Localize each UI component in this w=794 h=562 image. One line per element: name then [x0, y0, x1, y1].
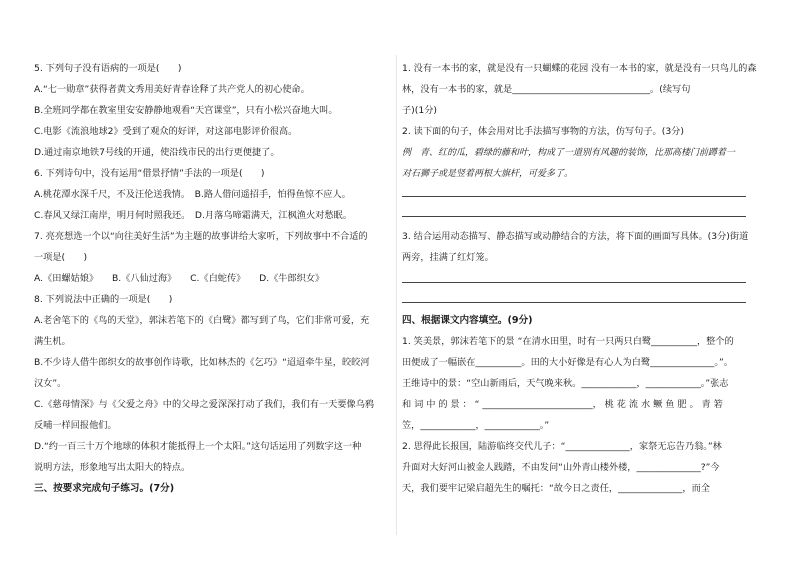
section-4-heading: 四、根据课文内容填空。(9分)	[402, 315, 533, 326]
question-7-stem: 7. 亮亮想选一个以“向往美好生活”为主题的故事讲给大家听，下列故事中不合适的	[34, 231, 368, 242]
fill-1-line-1: 1. 笑美景，郭沫若笔下的景 “在清水田里，时有一只两只白鹭__________，整个的	[402, 336, 734, 347]
question-8-option-b-cont: 汉女”。	[34, 378, 67, 389]
question-8-option-c: C.《慈母情深》与《父爱之舟》中的父母之爱深深打动了我们，我们有一天要像乌鸦	[34, 399, 375, 410]
question-5-stem: 5. 下列句子没有语病的一项是( )	[34, 63, 182, 74]
question-6-options-ab: A.桃花潭水深千尺，不及汪伦送我情。 B.路人借问遥招手，怕得鱼惊不应人。	[34, 189, 351, 200]
fill-1-line-2: 田便成了一幅嵌在__________。田的大小好像是有心人为白鹭______________。”。	[402, 357, 733, 368]
question-8-option-b: B.不少诗人借牛郎织女的故事创作诗歌，比如林杰的《乞巧》“迢迢牵牛星，皎皎河	[34, 357, 370, 368]
exercise-3-stem: 3. 结合运用动态描写、静态描写或动静结合的方法，将下面的画面写具体。(3分)街道	[402, 231, 749, 242]
question-8-option-c-cont: 反哺一样回报他们。	[34, 420, 117, 431]
fill-1-line-5: 笠，____________，____________。”	[402, 420, 550, 431]
exercise-1-line-1: 1. 没有一本书的家，就是没有一只蝴蝶的花园 没有一本书的家，就是没有一只鸟儿的森	[402, 63, 757, 74]
column-divider	[396, 55, 397, 535]
question-8-option-d-cont: 说明方法，形象地写出太阳大的特点。	[34, 462, 191, 473]
fill-1-line-4: 和 词 中 的 景 ： “ ________________________， 桃 花 流 水 鳜 鱼 肥 。 青 箬	[402, 399, 723, 410]
question-8-option-a-cont: 满生机。	[34, 336, 71, 347]
question-6-options-cd: C.春风又绿江南岸，明月何时照我还。 D.月落乌啼霜满天，江枫渔火对愁眠。	[34, 210, 352, 221]
exercise-2-example-cont: 对石狮子或是竖着两根大旗杆，可爱多了。	[402, 169, 574, 179]
question-5-option-a: A.“七一勋章”获得者黄文秀用美好青春诠释了共产党人的初心使命。	[34, 84, 310, 95]
question-7-options: A.《田螺姑娘》 B.《八仙过海》 C.《白蛇传》 D.《牛郎织女》	[34, 273, 325, 284]
fill-1-line-3: 王维诗中的景：“空山新雨后，天气晚来秋。____________，____________。”张志	[402, 378, 729, 389]
exercise-1-line-3: 子)(1分)	[402, 105, 437, 116]
exercise-2-example: 例 青、红的瓜，碧绿的藤和叶，构成了一道别有风趣的装饰，比那高楼门前蹲着一	[402, 148, 736, 158]
question-8-option-a: A.老舍笔下的《鸟的天堂》，郭沫若笔下的《白鹭》都写到了鸟，它们非常可爱，充	[34, 315, 370, 326]
question-5-option-c: C.电影《流浪地球2》受到了观众的好评，对这部电影评价很高。	[34, 126, 298, 137]
question-5-option-b: B.全班同学都在教室里安安静静地观看“天宫课堂”，只有小松兴奋地大叫。	[34, 105, 338, 116]
section-3-heading: 三、按要求完成句子练习。(7分)	[34, 483, 175, 494]
exercise-3-stem-cont: 两旁，挂满了红灯笼。	[402, 252, 494, 263]
question-6-stem: 6. 下列诗句中，没有运用“借景抒情”手法的一项是( )	[34, 168, 265, 179]
question-5-option-d: D.通过南京地铁7号线的开通，使沿线市民的出行更便捷了。	[34, 147, 280, 158]
fill-2-line-1: 2. 思得此长报国，陆游临终交代儿子：“______________，家祭无忘告乃翁。”林	[402, 441, 722, 452]
exercise-1-line-2: 林，没有一本书的家，就是______________________________。(续写句	[402, 84, 691, 95]
question-8-stem: 8. 下列说法中正确的一项是( )	[34, 294, 173, 305]
answer-line[interactable]	[402, 282, 746, 283]
question-7-stem-cont: 一项是( )	[34, 252, 88, 263]
fill-2-line-3: 天，我们要牢记梁启超先生的嘱托：“故今日之责任，______________，而全	[402, 483, 710, 494]
exercise-2-stem: 2. 读下面的句子，体会用对比手法描写事物的方法，仿写句子。(3分)	[402, 126, 684, 137]
question-8-option-d: D.“约一百三十万个地球的体积才能抵得上一个太阳。”这句话运用了列数字这一种	[34, 441, 362, 452]
answer-line[interactable]	[402, 302, 746, 303]
fill-2-line-2: 升面对大好河山被金人践踏，不由发问“山外青山楼外楼，______________?”今	[402, 462, 720, 473]
answer-line[interactable]	[402, 216, 746, 217]
answer-line[interactable]	[402, 196, 746, 197]
